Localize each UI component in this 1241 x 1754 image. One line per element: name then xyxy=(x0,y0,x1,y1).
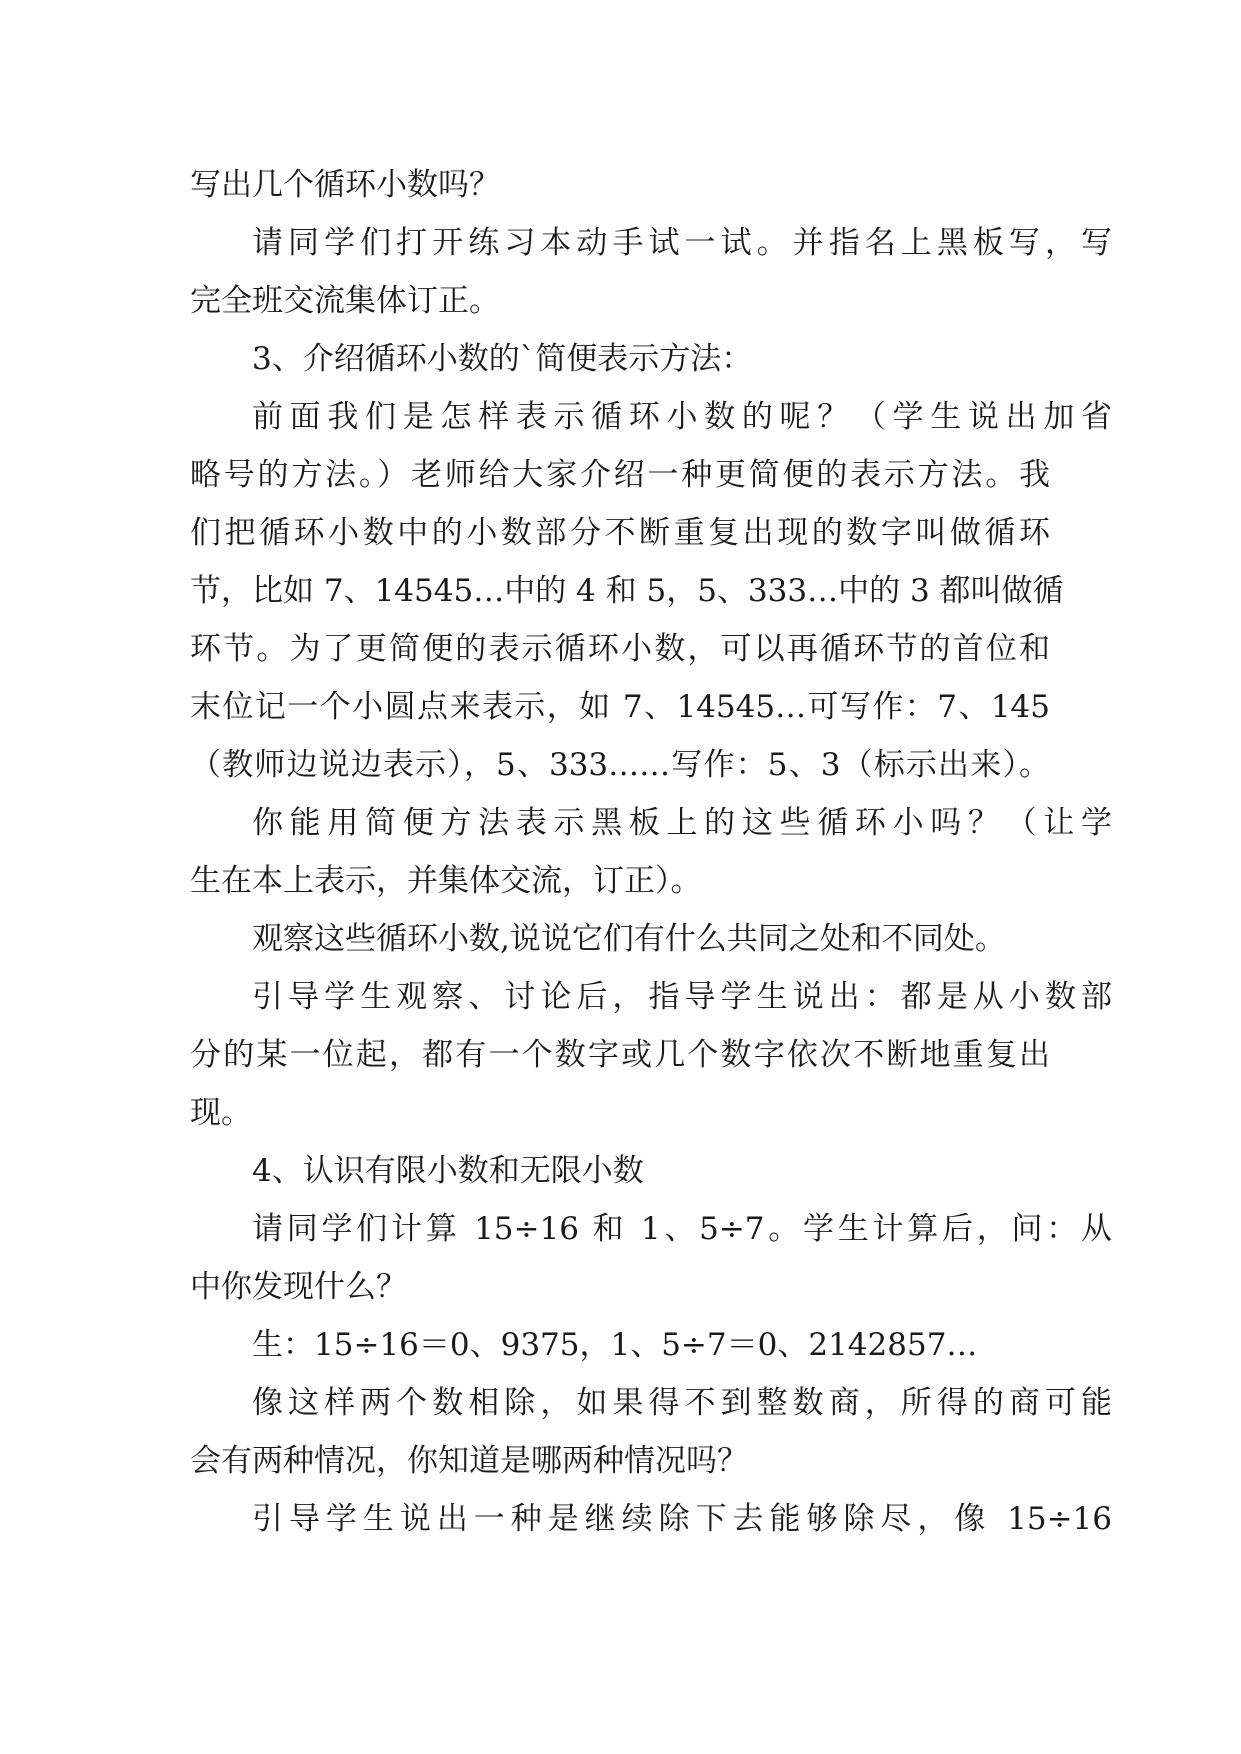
text-line: 现。 xyxy=(190,1095,252,1131)
text-line: 会有两种情况，你知道是哪两种情况吗？ xyxy=(190,1443,748,1479)
text-line: 中你发现什么？ xyxy=(190,1269,407,1305)
text-line: 请同学们计算 15÷16 和 1、5÷7。学生计算后，问：从 xyxy=(252,1211,1112,1247)
text-line: 略号的方法。）老师给大家介绍一种更简便的表示方法。我 xyxy=(190,457,1050,493)
text-line: （教师边说边表示），5、333……写作：5、3（标示出来）。 xyxy=(190,747,1050,783)
text-line: 观察这些循环小数,说说它们有什么共同之处和不同处。 xyxy=(252,921,1006,957)
text-line: 分的某一位起，都有一个数字或几个数字依次不断地重复出 xyxy=(190,1037,1050,1073)
text-line: 生：15÷16＝0、9375，1、5÷7＝0、2142857… xyxy=(252,1327,978,1363)
text-line: 请同学们打开练习本动手试一试。并指名上黑板写，写 xyxy=(252,225,1112,261)
text-line: 引导学生观察、讨论后，指导学生说出：都是从小数部 xyxy=(252,979,1112,1015)
body-text xyxy=(190,156,1112,1548)
section-heading: 4、认识有限小数和无限小数 xyxy=(252,1153,644,1189)
text-line: 生在本上表示，并集体交流，订正）。 xyxy=(190,863,702,899)
text-line: 末位记一个小圆点来表示，如 7、14545…可写作：7、145 xyxy=(190,689,1050,725)
text-line: 们把循环小数中的小数部分不断重复出现的数字叫做循环 xyxy=(190,515,1050,551)
text-line: 前面我们是怎样表示循环小数的呢？（学生说出加省 xyxy=(252,399,1112,435)
text-line: 你能用简便方法表示黑板上的这些循环小吗？（让学 xyxy=(252,805,1112,841)
text-line: 引导学生说出一种是继续除下去能够除尽，像 15÷16 xyxy=(252,1501,1112,1537)
text-line: 写出几个循环小数吗？ xyxy=(190,167,500,203)
text-line: 节，比如 7、14545…中的 4 和 5，5、333…中的 3 都叫做循 xyxy=(190,573,1064,609)
section-heading: 3、介绍循环小数的`简便表示方法： xyxy=(252,341,753,377)
text-line: 完全班交流集体订正。 xyxy=(190,283,500,319)
text-line: 像这样两个数相除，如果得不到整数商，所得的商可能 xyxy=(252,1385,1112,1421)
text-line: 环节。为了更简便的表示循环小数，可以再循环节的首位和 xyxy=(190,631,1050,667)
